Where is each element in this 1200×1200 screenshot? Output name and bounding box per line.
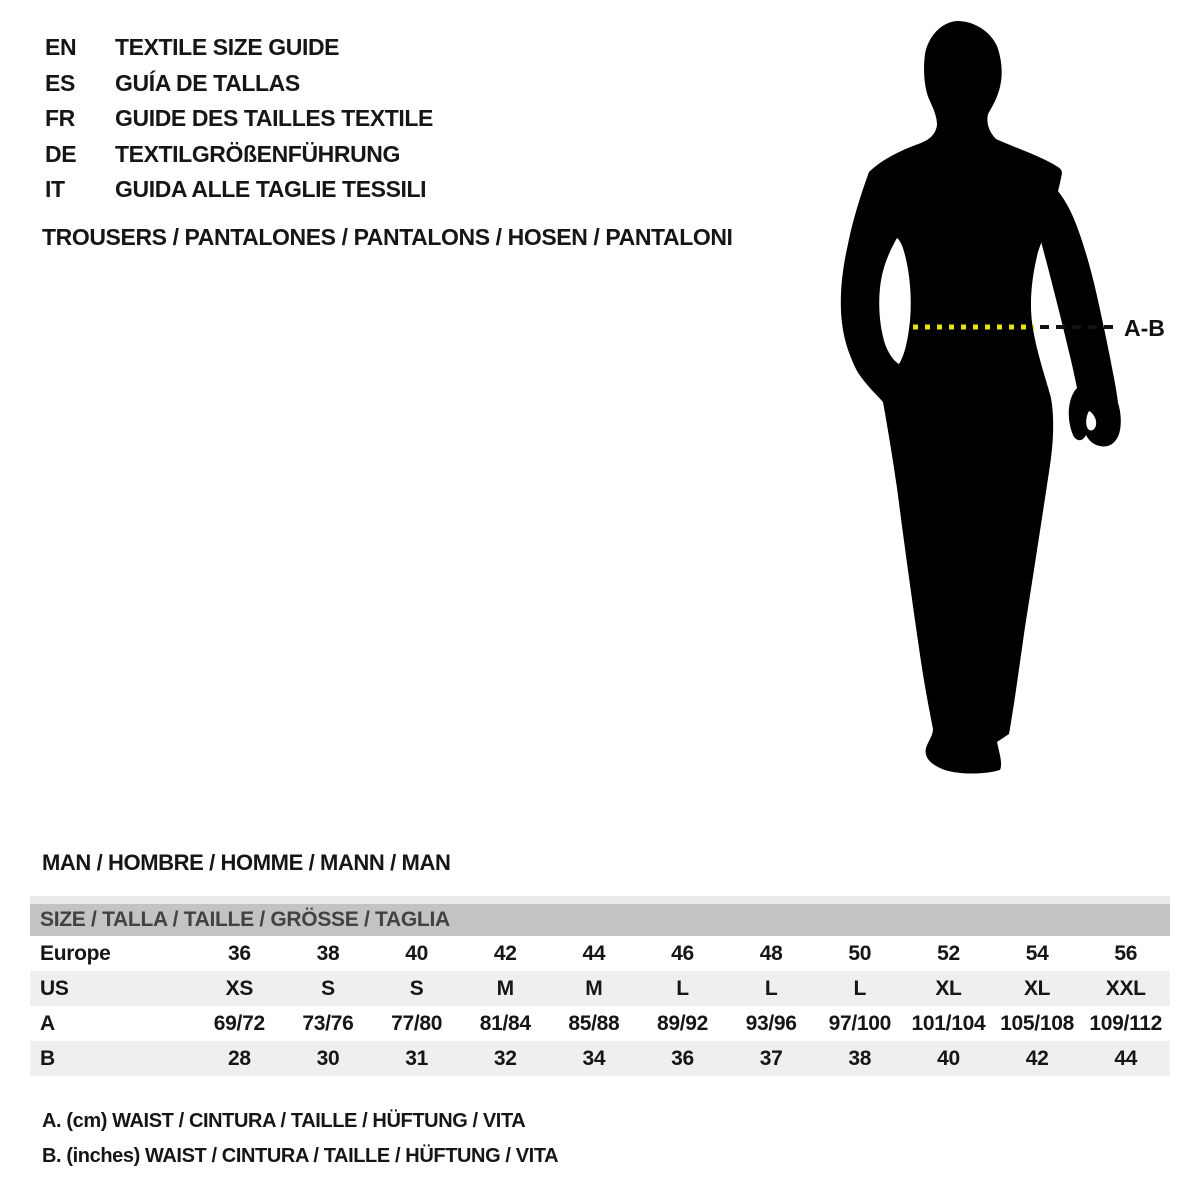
size-cell: XL — [1023, 976, 1051, 1000]
lang-title: GUÍA DE TALLAS — [115, 69, 300, 96]
size-cell: 93/96 — [745, 1011, 797, 1035]
row-label: A — [40, 1011, 55, 1035]
table-row-us — [30, 971, 1170, 1006]
size-cell: 42 — [493, 941, 517, 965]
lang-code: EN — [45, 34, 77, 61]
table-header-label: SIZE / TALLA / TAILLE / GRÖSSE / TAGLIA — [40, 908, 450, 931]
row-label: Europe — [40, 941, 111, 965]
lang-title: GUIDA ALLE TAGLIE TESSILI — [115, 176, 427, 203]
lang-title: TEXTILE SIZE GUIDE — [115, 34, 340, 61]
size-cell: 56 — [1114, 941, 1138, 965]
size-cell: 38 — [848, 1046, 872, 1070]
size-cell: 30 — [316, 1046, 340, 1070]
size-cell: 105/108 — [1000, 1011, 1074, 1035]
language-list — [45, 30, 433, 208]
size-cell: 32 — [493, 1046, 517, 1070]
size-cell: 54 — [1025, 941, 1049, 965]
man-silhouette-figure — [820, 0, 1200, 790]
size-cell: S — [321, 976, 335, 1000]
size-cell: 40 — [405, 941, 428, 965]
lang-title: TEXTILGRÖßENFÜHRUNG — [115, 140, 400, 167]
lang-code: ES — [45, 69, 75, 96]
garment-heading: TROUSERS / PANTALONES / PANTALONS / HOSEN / PANTALONI — [42, 224, 733, 250]
measure-label: A-B — [1124, 315, 1165, 341]
table-row-b-inches — [30, 1041, 1170, 1076]
size-cell: 89/92 — [656, 1011, 709, 1035]
size-cell: 31 — [405, 1046, 428, 1070]
size-cell: 101/104 — [911, 1011, 986, 1035]
lang-row-es — [45, 66, 433, 102]
size-cell: 44 — [582, 941, 606, 965]
table-header — [30, 904, 1170, 936]
size-cell: 73/76 — [302, 1011, 354, 1035]
size-cell: S — [409, 976, 424, 1000]
lang-code: IT — [45, 176, 65, 203]
lang-code: FR — [45, 105, 75, 132]
size-cell: 69/72 — [213, 1011, 265, 1035]
size-cell: 52 — [937, 941, 960, 965]
size-cell: 42 — [1025, 1046, 1049, 1070]
size-cell: 36 — [227, 941, 251, 965]
man-silhouette — [841, 21, 1062, 774]
size-cell: XS — [225, 976, 254, 1000]
size-cell: L — [676, 976, 689, 1000]
size-cell: 48 — [759, 941, 783, 965]
size-cell: 44 — [1114, 1046, 1138, 1070]
row-label: US — [40, 976, 69, 1000]
footnote-a: A. (cm) WAIST / CINTURA / TAILLE / HÜFTUNG / VITA — [42, 1110, 526, 1132]
size-cell: XXL — [1105, 976, 1146, 1000]
size-cell: 46 — [671, 941, 694, 965]
size-cell: L — [764, 976, 778, 1000]
table-top-strip — [30, 896, 1170, 904]
lang-row-it — [45, 172, 433, 208]
size-cell: 109/112 — [1089, 1011, 1163, 1035]
footnote-b: B. (inches) WAIST / CINTURA / TAILLE / HÜFTUNG / VITA — [42, 1145, 559, 1167]
lang-row-en — [45, 30, 433, 66]
section-heading: MAN / HOMBRE / HOMME / MANN / MAN — [42, 850, 451, 875]
size-cell: L — [853, 976, 867, 1000]
size-cell: 81/84 — [479, 1011, 531, 1035]
table-row-a-cm — [30, 1006, 1170, 1041]
size-cell: M — [496, 976, 514, 1000]
size-cell: 40 — [937, 1046, 960, 1070]
measurement-footnotes — [42, 1110, 558, 1180]
size-cell: M — [585, 976, 603, 1000]
size-cell: 77/80 — [391, 1011, 443, 1035]
size-cell: XL — [935, 976, 962, 1000]
lang-row-fr — [45, 101, 433, 137]
lang-code: DE — [45, 140, 77, 167]
size-cell: 37 — [759, 1046, 783, 1070]
size-cell: 38 — [316, 941, 340, 965]
table-row-europe — [30, 936, 1170, 971]
lang-title: GUIDE DES TAILLES TEXTILE — [115, 105, 433, 132]
size-cell: 85/88 — [568, 1011, 620, 1035]
size-cell: 97/100 — [828, 1011, 892, 1035]
row-label: B — [40, 1046, 55, 1070]
size-cell: 34 — [582, 1046, 606, 1070]
size-cell: 50 — [848, 941, 872, 965]
size-cell: 36 — [671, 1046, 694, 1070]
lang-row-de — [45, 137, 433, 173]
size-table — [30, 896, 1170, 1076]
size-cell: 28 — [227, 1046, 251, 1070]
man-silhouette-svg — [820, 0, 1200, 790]
